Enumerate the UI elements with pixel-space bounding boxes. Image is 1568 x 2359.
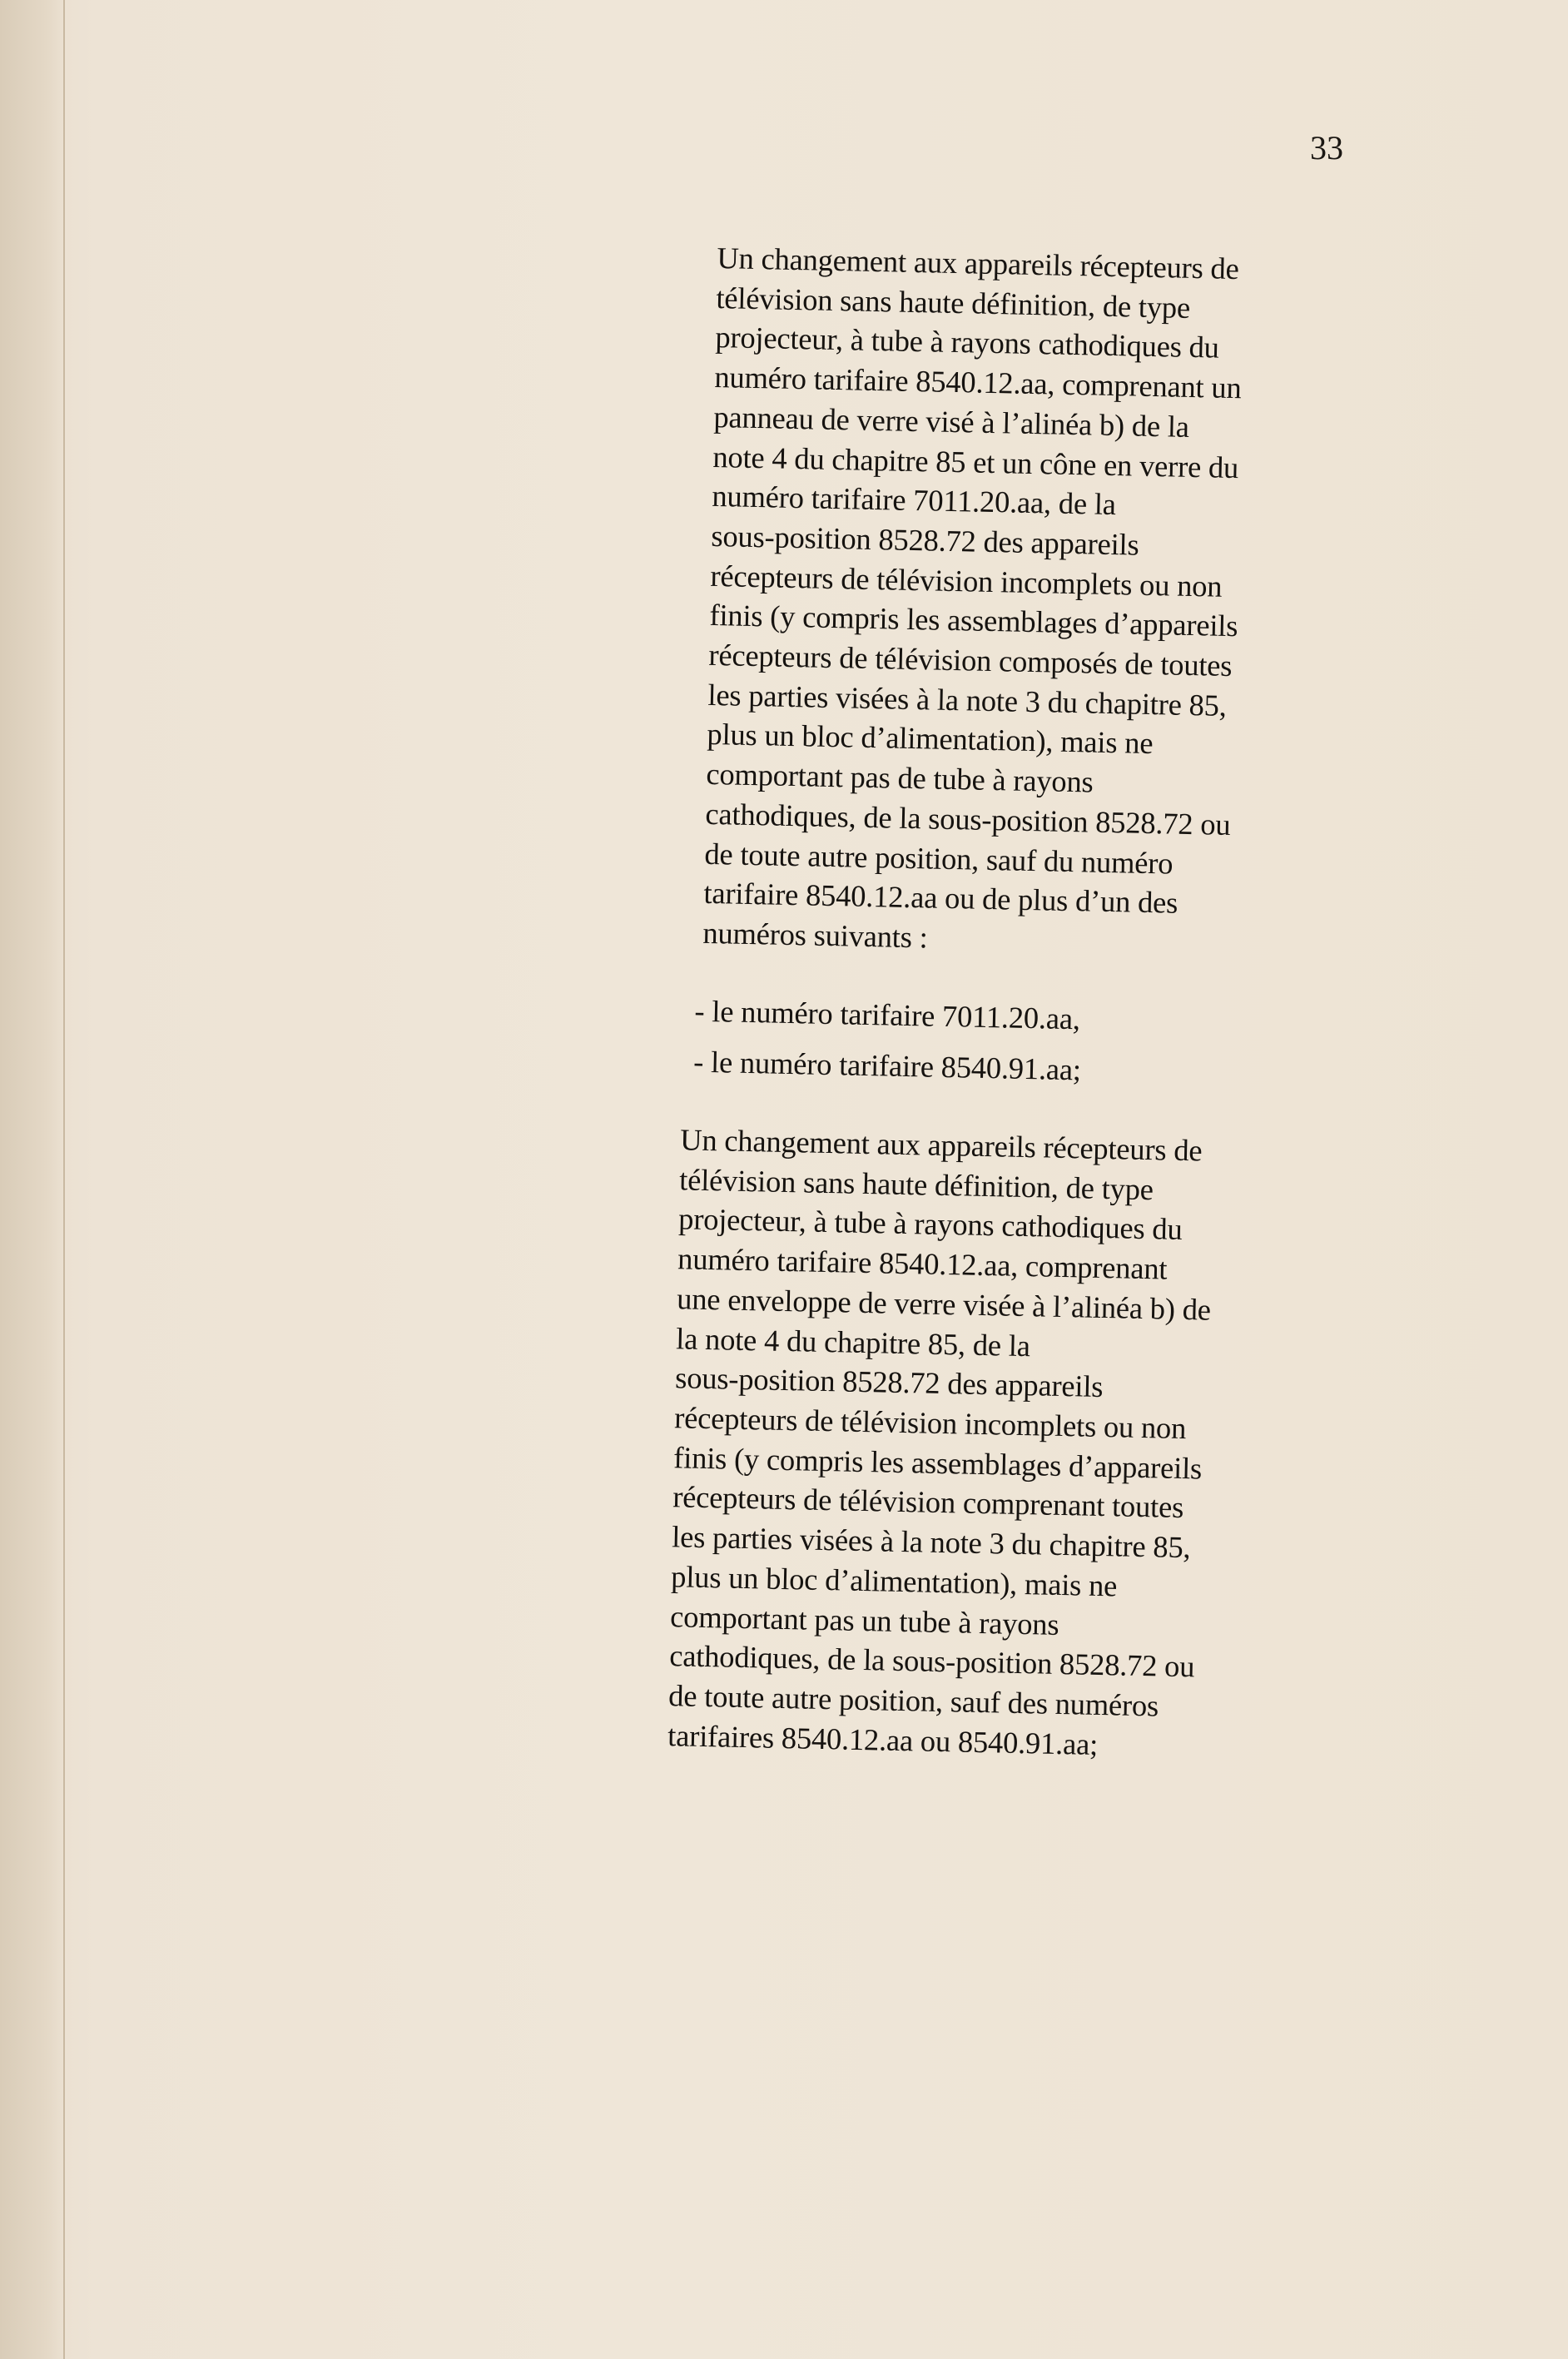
text-line: sous-position 8528.72 des appareils xyxy=(674,1360,1104,1404)
text-line: numéro tarifaire 7011.20.aa, de la xyxy=(712,479,1117,522)
text-line: projecteur, à tube à rayons cathodiques du xyxy=(677,1201,1183,1247)
text-line: finis (y compris les assemblages d’appareils xyxy=(709,598,1238,643)
text-line: panneau de verre visé à l’alinéa b) de la xyxy=(713,399,1190,444)
text-line: numéros suivants : xyxy=(702,915,929,955)
text-line: de toute autre position, sauf du numéro xyxy=(704,836,1174,881)
text-line: cathodiques, de la sous-position 8528.72 ou xyxy=(705,796,1231,842)
text-line: plus un bloc d’alimentation), mais ne xyxy=(670,1558,1118,1603)
text-line: tarifaire 8540.12.aa ou de plus d’un des xyxy=(703,876,1178,921)
text-line: les parties visées à la note 3 du chapitre 85, xyxy=(671,1519,1191,1565)
text-line: la note 4 du chapitre 85, de la xyxy=(675,1320,1031,1363)
paragraph-1 xyxy=(667,238,1367,1769)
text-line: une enveloppe de verre visée à l’alinéa b) de xyxy=(676,1281,1212,1327)
text-line: récepteurs de télévision incomplets ou non xyxy=(673,1400,1187,1446)
text-line: finis (y compris les assemblages d’appareils xyxy=(672,1439,1203,1486)
text-line: récepteurs de télévision comprenant toutes xyxy=(672,1479,1184,1525)
paragraph-1-lines xyxy=(702,238,1367,966)
text-line: télévision sans haute définition, de type xyxy=(678,1162,1154,1206)
text-line: plus un bloc d’alimentation), mais ne xyxy=(707,717,1154,761)
text-line: récepteurs de télévision composés de toutes xyxy=(708,637,1233,683)
text-line: les parties visées à la note 3 du chapitre 85, xyxy=(707,677,1228,723)
text-line: télévision sans haute définition, de type xyxy=(716,280,1191,325)
text-line: projecteur, à tube à rayons cathodiques du xyxy=(715,320,1220,365)
text-line: comportant pas de tube à rayons xyxy=(706,757,1094,799)
text-line: sous-position 8528.72 des appareils xyxy=(711,518,1139,562)
text-line: cathodiques, de la sous-position 8528.72 ou xyxy=(668,1638,1195,1684)
text-line: comportant pas un tube à rayons xyxy=(669,1598,1059,1641)
text-line: numéro tarifaire 8540.12.aa, comprenant un xyxy=(714,360,1242,405)
text-line: récepteurs de télévision incomplets ou non xyxy=(710,558,1223,603)
list-item: - le numéro tarifaire 8540.91.aa; xyxy=(692,1044,1082,1087)
list-item: - le numéro tarifaire 7011.20.aa, xyxy=(694,993,1081,1035)
tariff-list xyxy=(692,991,1351,1095)
binding-gutter xyxy=(0,0,67,2359)
text-line: de toute autre position, sauf des numéros xyxy=(667,1678,1159,1723)
gutter-edge xyxy=(63,0,65,2359)
page-number: 33 xyxy=(1310,129,1343,166)
text-line: note 4 du chapitre 85 et un cône en verre du xyxy=(712,439,1239,484)
text-line: Un changement aux appareils récepteurs de xyxy=(679,1122,1203,1168)
text-line: numéro tarifaire 8540.12.aa, comprenant xyxy=(677,1241,1168,1286)
text-line: tarifaires 8540.12.aa ou 8540.91.aa; xyxy=(667,1717,1099,1761)
paragraph-2 xyxy=(667,1120,1348,1769)
text-line: Un changement aux appareils récepteurs de xyxy=(717,240,1240,286)
